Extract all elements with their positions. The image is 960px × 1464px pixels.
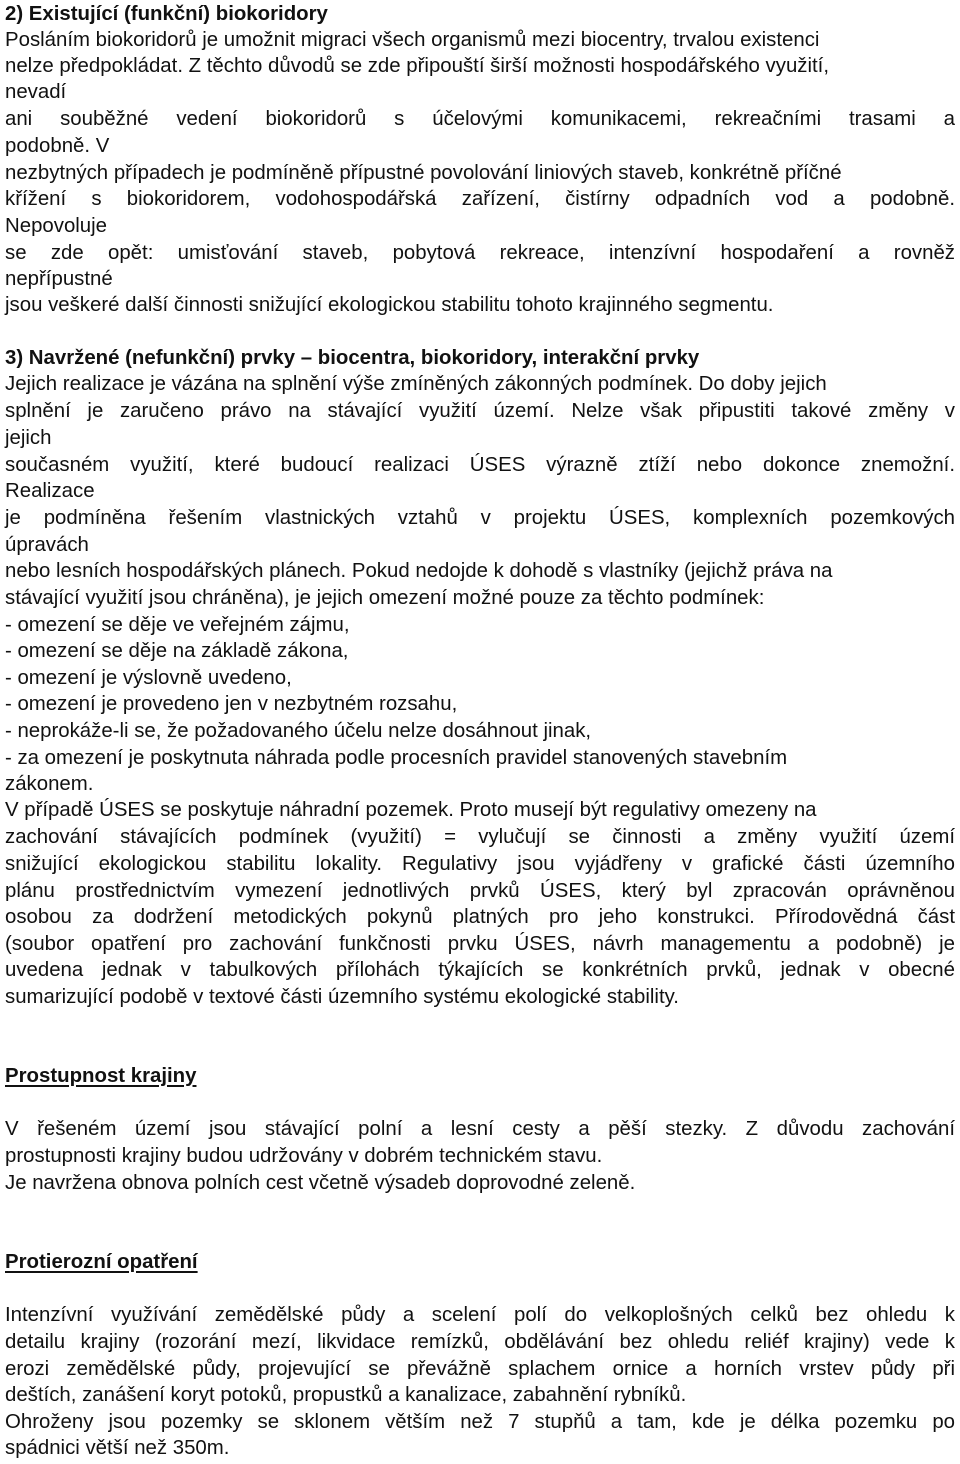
paragraph-line: sumarizující podobě v textové části územního systému ekologické stability. [5, 986, 679, 1008]
paragraph-line: nezbytných případech je podmíněně přípustné povolování liniových staveb, konkrétně příčné [5, 162, 842, 184]
paragraph-line: Intenzívní využívání zemědělské půdy a scelení polí do velkoplošných celků bez ohledu k [5, 1304, 955, 1326]
list-item: - neprokáže-li se, že požadovaného účelu nelze dosáhnout jinak, [5, 720, 592, 742]
paragraph-line: snižující ekologickou stabilitu lokality. Regulativy jsou vyjádřeny v grafické části územního [5, 853, 955, 875]
paragraph-line: současném využití, které budoucí realizaci ÚSES výrazně ztíží nebo dokonce znemožní. [5, 454, 955, 476]
paragraph-line: V případě ÚSES se poskytuje náhradní pozemek. Proto musejí být regulativy omezeny na [5, 799, 817, 821]
paragraph-line: ani souběžné vedení biokoridorů s účelovými komunikacemi, rekreačními trasami a [5, 108, 955, 130]
protierozni-heading: Protierozní opatření [5, 1251, 198, 1273]
paragraph-line: detailu krajiny (rozorání mezí, likvidace remízků, obdělávání bez ohledu reliéf krajiny) vede k [5, 1331, 955, 1353]
paragraph-line: Jejich realizace je vázána na splnění výše zmíněných zákonných podmínek. Do doby jejich [5, 373, 827, 395]
paragraph-line: podobně. V [5, 135, 110, 157]
paragraph-line: nepřípustné [5, 268, 113, 290]
paragraph-line: se zde opět: umisťování staveb, pobytová rekreace, intenzívní hospodaření a rovněž [5, 242, 955, 264]
paragraph-line: plánu prostřednictvím vymezení jednotlivých prvků ÚSES, který byl zpracován oprávněnou [5, 880, 955, 902]
list-item: - omezení se děje ve veřejném zájmu, [5, 614, 350, 636]
list-item: - omezení je výslovně uvedeno, [5, 667, 292, 689]
paragraph-line: splnění je zaručeno právo na stávající využití území. Nelze však připustiti takové změny v [5, 400, 955, 422]
paragraph-line: nevadí [5, 81, 67, 103]
paragraph-line: Je navržena obnova polních cest včetně výsadeb doprovodné zeleně. [5, 1172, 636, 1194]
section-2-heading: 2) Existující (funkční) biokoridory [5, 3, 328, 25]
paragraph-line: V řešeném území jsou stávající polní a lesní cesty a pěší stezky. Z důvodu zachování [5, 1118, 955, 1140]
paragraph-line: Ohroženy jsou pozemky se sklonem větším než 7 stupňů a tam, kde je délka pozemku po [5, 1411, 955, 1433]
paragraph-line: jsou veškeré další činnosti snižující ekologickou stabilitu tohoto krajinného segmentu. [5, 294, 774, 316]
paragraph-line: uvedena jednak v tabulkových přílohách týkajících se konkrétních prvků, jednak v obecné [5, 959, 955, 981]
paragraph-line: nelze předpokládat. Z těchto důvodů se zde připouští širší možnosti hospodářského využití, [5, 55, 830, 77]
paragraph-line: (soubor opatření pro zachování funkčnosti prvku ÚSES, návrh managementu a podobně) je [5, 933, 955, 955]
paragraph-line: je podmíněna řešením vlastnických vztahů v projektu ÚSES, komplexních pozemkových [5, 507, 955, 529]
paragraph-line: spádnici větší než 350m. [5, 1437, 230, 1459]
paragraph-line: jejich [5, 427, 52, 449]
section-3-heading: 3) Navržené (nefunkční) prvky – biocentra, biokoridory, interakční prvky [5, 347, 700, 369]
paragraph-line: erozi zemědělské půdy, projevující se převážně splachem ornice a horních vrstev půdy při [5, 1358, 955, 1380]
paragraph-line: prostupnosti krajiny budou udržovány v dobrém technickém stavu. [5, 1145, 603, 1167]
paragraph-line: křížení s biokoridorem, vodohospodářská zařízení, čistírny odpadních vod a podobně. [5, 188, 955, 210]
paragraph-line: Nepovoluje [5, 215, 108, 237]
paragraph-line: osobou za dodržení metodických pokynů platných pro jeho konstrukci. Přírodovědná část [5, 906, 955, 928]
list-item: - omezení se děje na základě zákona, [5, 640, 349, 662]
list-item: - omezení je provedeno jen v nezbytném rozsahu, [5, 693, 458, 715]
paragraph-line: úpravách [5, 534, 89, 556]
paragraph-line: deštích, zanášení koryt potoků, propustků a kanalizace, zabahnění rybníků. [5, 1384, 687, 1406]
paragraph-line: stávající využití jsou chráněna), je jejich omezení možné pouze za těchto podmínek: [5, 587, 765, 609]
paragraph-line: Posláním biokoridorů je umožnit migraci všech organismů mezi biocentry, trvalou existenci [5, 29, 820, 51]
paragraph-line: nebo lesních hospodářských plánech. Pokud nedojde k dohodě s vlastníky (jejichž práva na [5, 560, 833, 582]
paragraph-line: zákonem. [5, 773, 94, 795]
paragraph-line: Realizace [5, 480, 95, 502]
list-item: - za omezení je poskytnuta náhrada podle procesních pravidel stanovených stavebním [5, 747, 788, 769]
prostupnost-heading: Prostupnost krajiny [5, 1065, 197, 1087]
paragraph-line: zachování stávajících podmínek (využití) = vylučují se činnosti a změny využití území [5, 826, 955, 848]
